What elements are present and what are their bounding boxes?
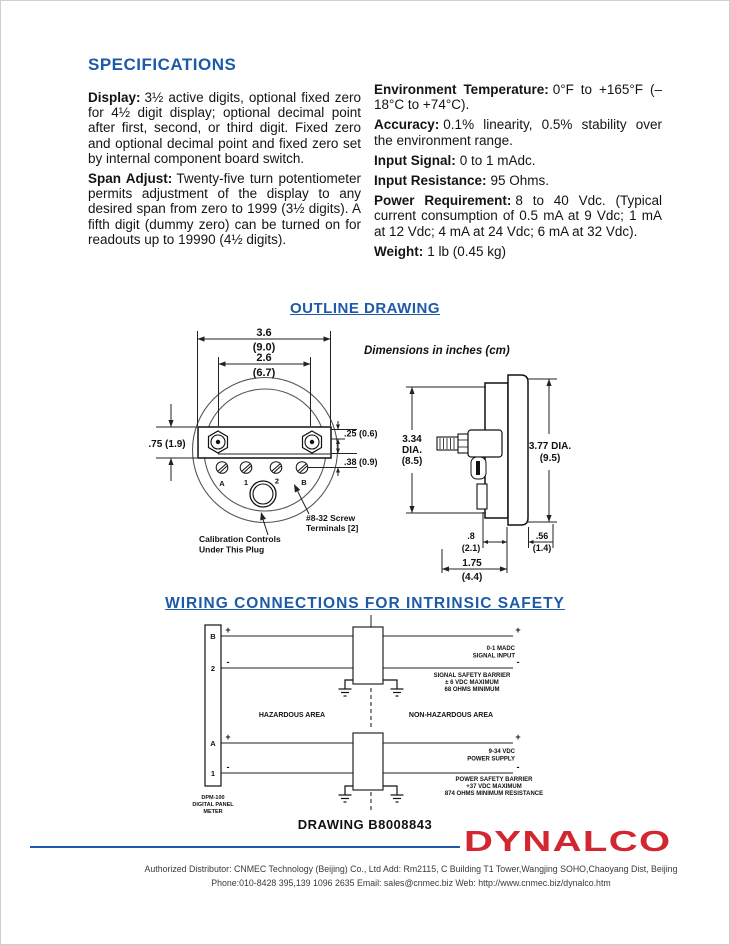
bezel-side bbox=[508, 375, 528, 525]
spec-label: Accuracy: bbox=[374, 117, 440, 133]
power-barrier-label: POWER SAFETY BARRIER bbox=[455, 777, 533, 783]
non-hazardous-area-label: NON-HAZARDOUS AREA bbox=[408, 712, 494, 719]
polarity-mark: - bbox=[516, 657, 520, 667]
dim-width-inner-cm: (6.7) bbox=[252, 367, 276, 379]
terminal-label-2: 2 bbox=[274, 476, 280, 486]
polarity-mark: - bbox=[226, 657, 230, 667]
meter-terminal-block bbox=[205, 625, 221, 786]
polarity-mark: - bbox=[226, 762, 230, 772]
wiring-diagram-figure bbox=[0, 610, 730, 820]
footer-contact-line: Phone:010-8428 395,139 1096 2635 Email: sales@cnmec.biz Web: http://www.cnmec.biz/dynalco.htm bbox=[211, 878, 611, 888]
spec-text: 0.1% linearity, 0.5% stability over the environment range. bbox=[374, 117, 662, 148]
signal-barrier-label-2: ± 6 VDC MAXIMUM bbox=[445, 680, 499, 686]
spec-text: Twenty-five turn potentiometer permits adjustment of the display to any desired span from zero to 1999 (3½ digits). A fifth digit (dummy zero) can be turned on for readouts up to 19990 (4½ digits). bbox=[88, 171, 362, 247]
screw-terminal-left-icon bbox=[209, 431, 228, 453]
spec-environment bbox=[374, 82, 662, 112]
dim-depth-total-2: (4.4) bbox=[461, 572, 483, 583]
spec-span-adjust bbox=[88, 171, 361, 247]
footer-distributor-line: Authorized Distributor: CNMEC Technology (Beijing) Co., Ltd Add: Rm2115, C Building T1 Tower,Wangjing SOHO,Chaoyang Dist, Beijing bbox=[144, 864, 678, 874]
outline-drawing-figure bbox=[0, 322, 730, 594]
spec-accuracy bbox=[374, 117, 662, 147]
callout-calibration-2: Under This Plug bbox=[199, 544, 265, 555]
screw-terminal-right-icon bbox=[303, 431, 322, 453]
lower-tab-icon bbox=[477, 484, 487, 509]
signal-safety-barrier-box bbox=[353, 627, 383, 684]
wiring-terminal-2: 2 bbox=[210, 664, 216, 673]
spec-text: 0°F to +165°F (–18°C to +74°C). bbox=[374, 82, 662, 113]
spec-label: Power Requirement: bbox=[374, 193, 512, 209]
dim-case-dia-3: (8.5) bbox=[401, 456, 423, 467]
dim-width-outer: 3.6 bbox=[256, 327, 272, 339]
dim-bar-height: .75 (1.9) bbox=[148, 439, 186, 450]
footer bbox=[92, 862, 730, 890]
polarity-mark: + bbox=[515, 625, 521, 635]
calibration-plug-icon bbox=[250, 481, 276, 507]
rear-terminal-side-icon bbox=[437, 430, 502, 457]
adjust-screws-icon bbox=[216, 462, 308, 474]
dim-depth-total: 1.75 bbox=[462, 558, 482, 569]
dim-depth-case: .8 bbox=[467, 531, 475, 541]
meter-model-label-2: DIGITAL PANEL bbox=[192, 802, 234, 808]
dim-offset-top: .25 (0.6) bbox=[344, 428, 378, 439]
spec-input-resistance bbox=[374, 173, 662, 188]
dim-width-inner: 2.6 bbox=[256, 352, 272, 364]
dim-depth-case-2: (2.1) bbox=[461, 543, 481, 553]
drawing-number: DRAWING B8008843 bbox=[297, 817, 433, 832]
power-barrier-label-3: 874 OHMS MINIMUM RESISTANCE bbox=[444, 791, 544, 797]
spec-label: Display: bbox=[88, 90, 141, 105]
dim-bezel-dia: 3.77 DIA. bbox=[528, 441, 572, 452]
dim-depth-bezel-2: (1.4) bbox=[532, 543, 552, 553]
spec-text: 8 to 40 Vdc. (Typical current consumption of 0.5 mA at 9 Vdc; 1 mA at 12 Vdc; 4 mA at 24 Vdc; 6 mA at 32 Vdc). bbox=[374, 193, 662, 239]
dimensions-note: Dimensions in inches (cm) bbox=[364, 345, 510, 357]
power-supply-label: 9-34 VDC bbox=[488, 749, 515, 755]
polarity-mark: + bbox=[225, 732, 231, 742]
spec-label: Environment Temperature: bbox=[374, 82, 549, 97]
spec-power bbox=[374, 193, 662, 239]
spec-display bbox=[88, 90, 361, 166]
signal-input-label-2: SIGNAL INPUT bbox=[472, 653, 515, 660]
wiring-heading: WIRING CONNECTIONS FOR INTRINSIC SAFETY bbox=[165, 595, 565, 612]
specs-column-left bbox=[88, 90, 361, 252]
terminal-label-a: A bbox=[219, 479, 225, 488]
polarity-mark: + bbox=[225, 625, 231, 635]
logo-divider-rule bbox=[30, 846, 460, 848]
callout-calibration: Calibration Controls bbox=[199, 534, 281, 544]
spec-input-signal bbox=[374, 153, 662, 168]
signal-barrier-label-3: 68 OHMS MINIMUM bbox=[444, 687, 500, 693]
dim-width-outer-cm: (9.0) bbox=[252, 341, 276, 354]
polarity-mark: + bbox=[515, 732, 521, 742]
spec-label: Weight: bbox=[374, 243, 424, 259]
spec-label: Input Resistance: bbox=[374, 173, 487, 189]
meter-model-label-3: METER bbox=[203, 809, 223, 815]
wiring-terminal-b: B bbox=[210, 632, 216, 641]
power-supply-label-2: POWER SUPPLY bbox=[467, 756, 515, 763]
outline-drawing-heading: OUTLINE DRAWING bbox=[290, 300, 440, 317]
dim-depth-bezel: .56 bbox=[535, 531, 549, 541]
meter-model-label: DPM-100 bbox=[201, 795, 225, 801]
dim-case-dia: 3.34 bbox=[402, 434, 422, 445]
spec-text: 0 to 1 mAdc. bbox=[459, 152, 536, 168]
terminal-label-b: B bbox=[301, 478, 307, 487]
signal-barrier-label: SIGNAL SAFETY BARRIER bbox=[433, 673, 511, 679]
spec-text: 95 Ohms. bbox=[490, 173, 550, 189]
dynalco-logo: DYNALCO bbox=[464, 826, 672, 858]
spec-text: 1 lb (0.45 kg) bbox=[427, 243, 507, 259]
terminal-label-1: 1 bbox=[243, 478, 249, 487]
polarity-mark: - bbox=[516, 762, 520, 772]
callout-screw-terminals: #8-32 Screw bbox=[306, 513, 356, 523]
power-barrier-label-2: +37 VDC MAXIMUM bbox=[466, 784, 522, 790]
specs-column-right bbox=[374, 82, 662, 264]
hazardous-area-label: HAZARDOUS AREA bbox=[258, 712, 326, 719]
wiring-terminal-a: A bbox=[210, 739, 216, 748]
specifications-heading: SPECIFICATIONS bbox=[88, 55, 237, 74]
signal-input-label: 0-1 MADC bbox=[486, 646, 515, 652]
dim-case-dia-2: DIA. bbox=[402, 445, 422, 456]
spec-label: Span Adjust: bbox=[88, 171, 173, 187]
spec-text: 3½ active digits, optional fixed zero for 4½ digit display; optional decimal point after first, second, or third digit. Fixed zero and optional decimal point and fixed zero set by internal component board switch. bbox=[88, 90, 361, 166]
wiring-terminal-1: 1 bbox=[210, 769, 216, 778]
spec-label: Input Signal: bbox=[374, 152, 456, 168]
callout-screw-terminals-2: Terminals [2] bbox=[306, 523, 359, 533]
slot-feature-icon bbox=[471, 457, 486, 479]
power-safety-barrier-box bbox=[353, 733, 383, 790]
spec-weight bbox=[374, 244, 662, 259]
dim-offset-bottom: .38 (0.9) bbox=[344, 457, 378, 467]
dim-bezel-dia-2: (9.5) bbox=[539, 453, 561, 464]
